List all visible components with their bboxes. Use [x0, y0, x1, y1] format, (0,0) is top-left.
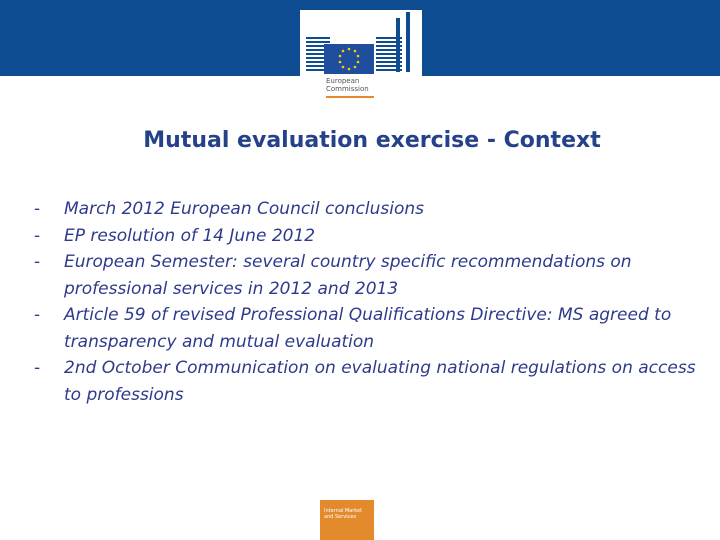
- bullet-item: [34, 223, 714, 250]
- bullet-dash-icon: -: [34, 305, 41, 325]
- bullet-dash-icon: -: [34, 252, 41, 272]
- european-commission-logo: [300, 10, 422, 102]
- bullet-dash-icon: -: [34, 225, 41, 246]
- bullet-list: [34, 196, 714, 408]
- bullet-item: [34, 302, 714, 355]
- footer-label-line2: and Services: [324, 514, 357, 520]
- bullet-item: [34, 355, 714, 408]
- logo-wordmark: [326, 77, 369, 93]
- logo-underline: [326, 96, 374, 98]
- bullet-text: March 2012 European Council conclusions: [64, 199, 425, 219]
- slide-title: Mutual evaluation exercise - Context: [143, 128, 601, 153]
- bullet-text: Article 59 of revised Professional Qualifications Directive: MS agreed to transparency and mutual evaluation: [64, 305, 672, 352]
- bullet-text: 2nd October Communication on evaluating national regulations on access to professions: [64, 358, 696, 405]
- footer-dg-badge: [320, 500, 374, 540]
- bullet-dash-icon: -: [34, 358, 41, 378]
- footer-label-line1: Internal Market: [324, 508, 363, 514]
- bullet-dash-icon: -: [34, 199, 41, 219]
- bullet-item: [34, 196, 714, 223]
- bullet-text: EP resolution of 14 June 2012: [64, 225, 316, 246]
- logo-text-line2: Commission: [326, 85, 369, 93]
- logo-text-line1: European: [326, 77, 360, 85]
- footer-label: [324, 508, 362, 520]
- bullet-text: European Semester: several country specific recommendations on professional services in 2012 and 2013: [64, 252, 632, 299]
- bullet-item: [34, 249, 714, 302]
